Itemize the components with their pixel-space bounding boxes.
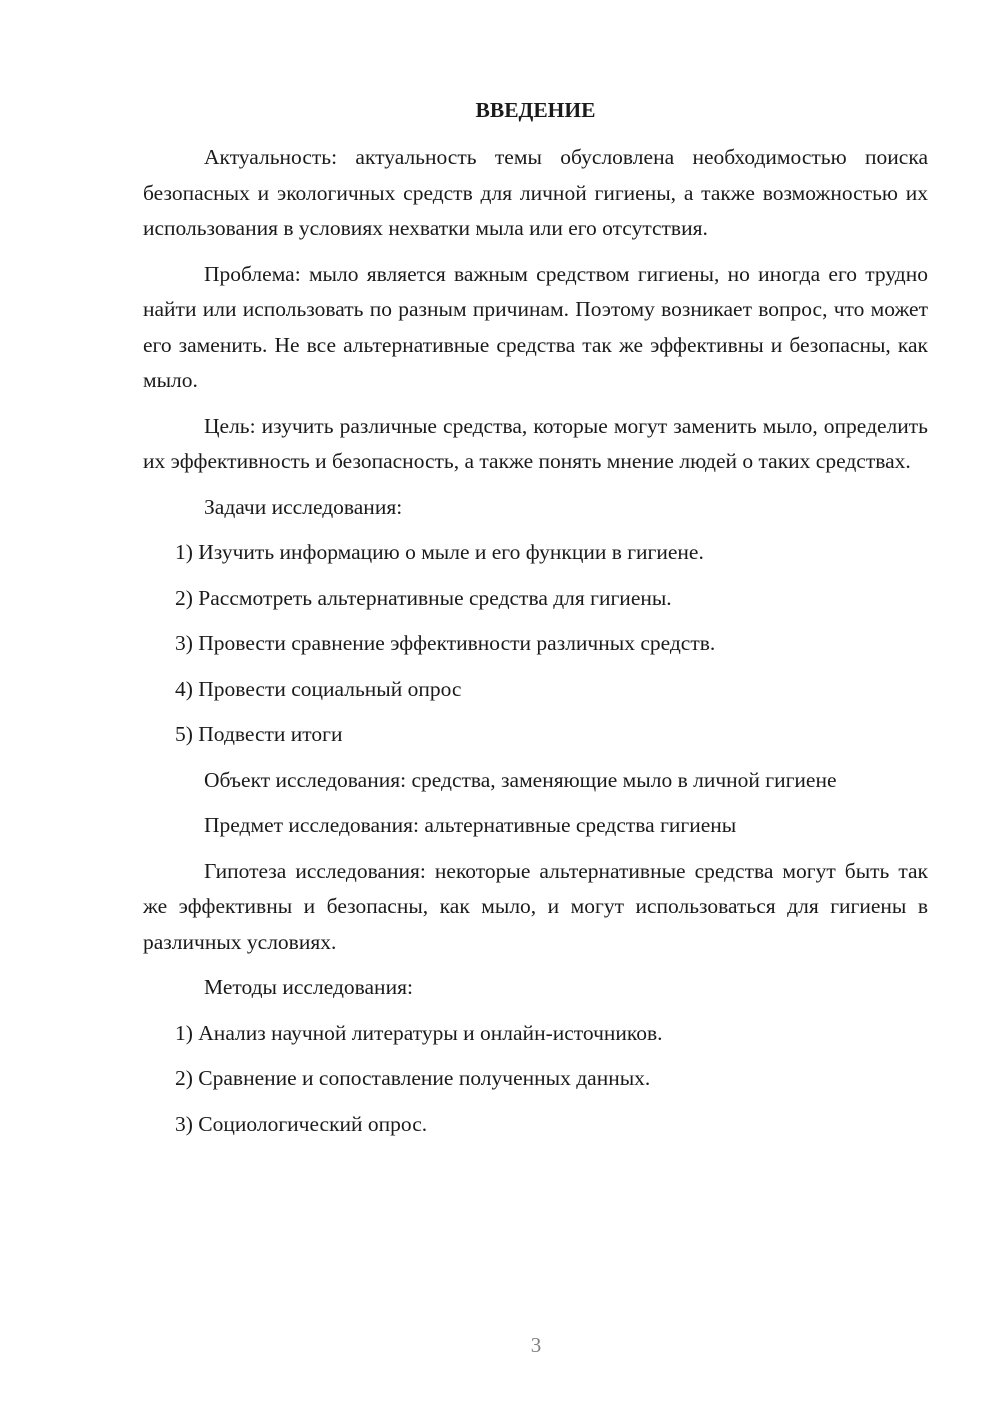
paragraph-problem: Проблема: мыло является важным средством гигиены, но иногда его трудно найти или использовать по разным причинам. Поэтому возникает вопрос, что может его заменить. Не все альтернативные средства так же эффективны и безопасны, как мыло. [143,261,928,392]
list-item: 3) Провести сравнение эффективности различных средств. [175,631,716,655]
paragraph-relevance: Актуальность: актуальность темы обусловлена необходимостью поиска безопасных и экологичных средств для личной гигиены, а также возможностью их использования в условиях нехватки мыла или его отсутствия. [143,145,928,240]
paragraph-hypothesis: Гипотеза исследования: некоторые альтернативные средства могут быть так же эффективны и безопасны, как мыло, и могут использоваться для гигиены в различных условиях. [143,858,928,954]
paragraph-object: Объект исследования: средства, заменяющие мыло в личной гигиене [204,767,837,792]
methods-list [143,1016,928,1143]
list-item: 3) Социологический опрос. [175,1111,428,1136]
tasks-list [143,535,928,753]
paragraph-subject: Предмет исследования: альтернативные средства гигиены [204,813,737,837]
page-number: 3 [530,1333,542,1357]
paragraph-goal: Цель: изучить различные средства, которые могут заменить мыло, определить их эффективность и безопасность, а также понять мнение людей о таких средствах. [143,413,928,473]
methods-heading: Методы исследования: [204,975,413,999]
list-item: 2) Сравнение и сопоставление полученных данных. [175,1066,651,1090]
list-item: 1) Изучить информацию о мыле и его функции в гигиене. [175,540,704,564]
document-body [143,93,928,1152]
list-item: 1) Анализ научной литературы и онлайн-источников. [175,1020,663,1045]
tasks-heading: Задачи исследования: [204,494,403,519]
list-item: 5) Подвести итоги [175,722,343,746]
section-title: ВВЕДЕНИЕ [475,98,596,122]
list-item: 4) Провести социальный опрос [175,676,462,701]
list-item: 2) Рассмотреть альтернативные средства для гигиены. [175,585,672,610]
